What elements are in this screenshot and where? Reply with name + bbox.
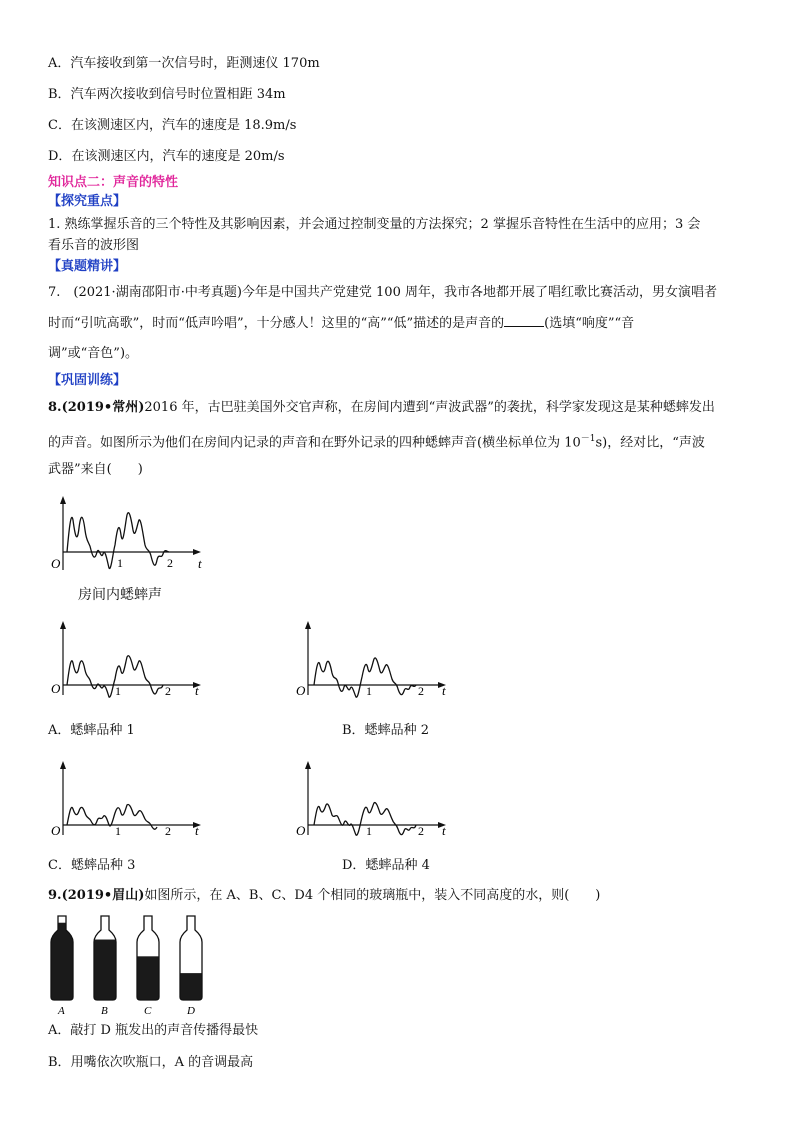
prev-option-c: C．在该测速区内，汽车的速度是 18.9m/s	[48, 118, 297, 133]
bottle-label: D	[187, 1005, 195, 1017]
axis-origin: O	[51, 823, 61, 838]
q8-option-a[interactable]: A．蟋蟀品种 1	[48, 723, 135, 738]
focus-text-line1: 1. 熟练掌握乐音的三个特性及其影响因素，并会通过控制变量的方法探究；2 掌握乐音特性在生活中的应用；3 会	[48, 217, 701, 232]
bottles-figure	[45, 912, 215, 1017]
axis-t: t	[442, 683, 446, 698]
tick-1: 1	[366, 684, 372, 698]
axis-origin: O	[51, 556, 61, 571]
section-title: 知识点二：声音的特性	[48, 175, 179, 190]
prev-option-a: A．汽车接收到第一次信号时，距测速仪 170m	[48, 56, 320, 71]
waveform-species-4	[290, 755, 460, 840]
q9-option-a[interactable]: A．敲打 D 瓶发出的声音传播得最快	[48, 1023, 259, 1038]
tick-2: 2	[165, 684, 171, 698]
wave-path	[314, 658, 416, 697]
tick-1: 1	[117, 556, 123, 570]
tick-2: 2	[165, 824, 171, 838]
q8-option-d[interactable]: D．蟋蟀品种 4	[342, 858, 430, 873]
bottle-a	[50, 916, 74, 1017]
bottle-label: B	[101, 1005, 108, 1017]
waveform-room	[45, 490, 215, 575]
bottle-b	[93, 916, 117, 1017]
bottle-label: A	[58, 1005, 65, 1017]
q8-line1: 8.(2019•常州)2016 年，古巴驻美国外交官声称，在房间内遭到“声波武器”的袭扰，科学家发现这是某种蟋蟀发出	[48, 400, 715, 415]
axis-t: t	[195, 683, 199, 698]
bottle-water	[179, 973, 203, 1001]
bottle-d	[179, 916, 203, 1017]
tick-1: 1	[115, 684, 121, 698]
tick-2: 2	[418, 824, 424, 838]
axis-t: t	[195, 823, 199, 838]
wave-path	[314, 803, 416, 836]
axes	[60, 761, 201, 835]
q7-line3: 调”或“音色”)。	[48, 346, 139, 361]
bottle-c	[136, 916, 160, 1017]
axis-origin: O	[51, 681, 61, 696]
waveform-species-2	[290, 615, 460, 700]
axes	[305, 761, 446, 835]
q8-line3: 武器”来自( )	[48, 462, 143, 477]
q8-line2: 的声音。如图所示为他们在房间内记录的声音和在野外记录的四种蟋蟀声音(横坐标单位为 $10^{-1}s$)，经对比，“声波	[48, 434, 705, 451]
tick-1: 1	[115, 824, 121, 838]
q9-option-b[interactable]: B．用嘴依次吹瓶口，A 的音调最高	[48, 1055, 254, 1070]
q9-line1: 9.(2019•眉山)如图所示，在 A、B、C、D4 个相同的玻璃瓶中，装入不同高度的水，则( )	[48, 888, 601, 903]
prev-option-b: B．汽车两次接收到信号时位置相距 34m	[48, 87, 286, 102]
focus-text-line2: 看乐音的波形图	[48, 238, 140, 253]
ref-caption: 房间内蟋蟀声	[78, 586, 162, 602]
bottle-label: C	[144, 1005, 152, 1017]
axis-origin: O	[296, 823, 306, 838]
bottle-water	[93, 940, 117, 1001]
consolidate-label: 【巩固训练】	[48, 373, 127, 388]
axes	[60, 496, 201, 570]
waveform-species-3	[45, 755, 215, 840]
bottle-water	[136, 956, 160, 1001]
q8-option-b[interactable]: B．蟋蟀品种 2	[342, 723, 429, 738]
waveform-species-1	[45, 615, 215, 700]
q7-line1: 7. (2021·湖南邵阳市·中考真题)今年是中国共产党建党 100 周年，我市各地都开展了唱红歌比赛活动，男女演唱者	[48, 285, 717, 300]
q8-option-c[interactable]: C．蟋蟀品种 3	[48, 858, 136, 873]
q7-line2: 时而“引吭高歌”，时而“低声吟唱”，十分感人！这里的“高”“低”描述的是声音的 (选填“响度”“音	[48, 316, 635, 331]
tick-1: 1	[366, 824, 372, 838]
q7-answer-blank[interactable]	[504, 314, 544, 327]
axis-t: t	[198, 556, 202, 571]
prev-option-d: D．在该测速区内，汽车的速度是 20m/s	[48, 149, 285, 164]
axis-t: t	[442, 823, 446, 838]
axis-origin: O	[296, 683, 306, 698]
focus-label: 【探究重点】	[48, 194, 127, 209]
tick-2: 2	[167, 556, 173, 570]
lecture-label: 【真题精讲】	[48, 259, 127, 274]
tick-2: 2	[418, 684, 424, 698]
